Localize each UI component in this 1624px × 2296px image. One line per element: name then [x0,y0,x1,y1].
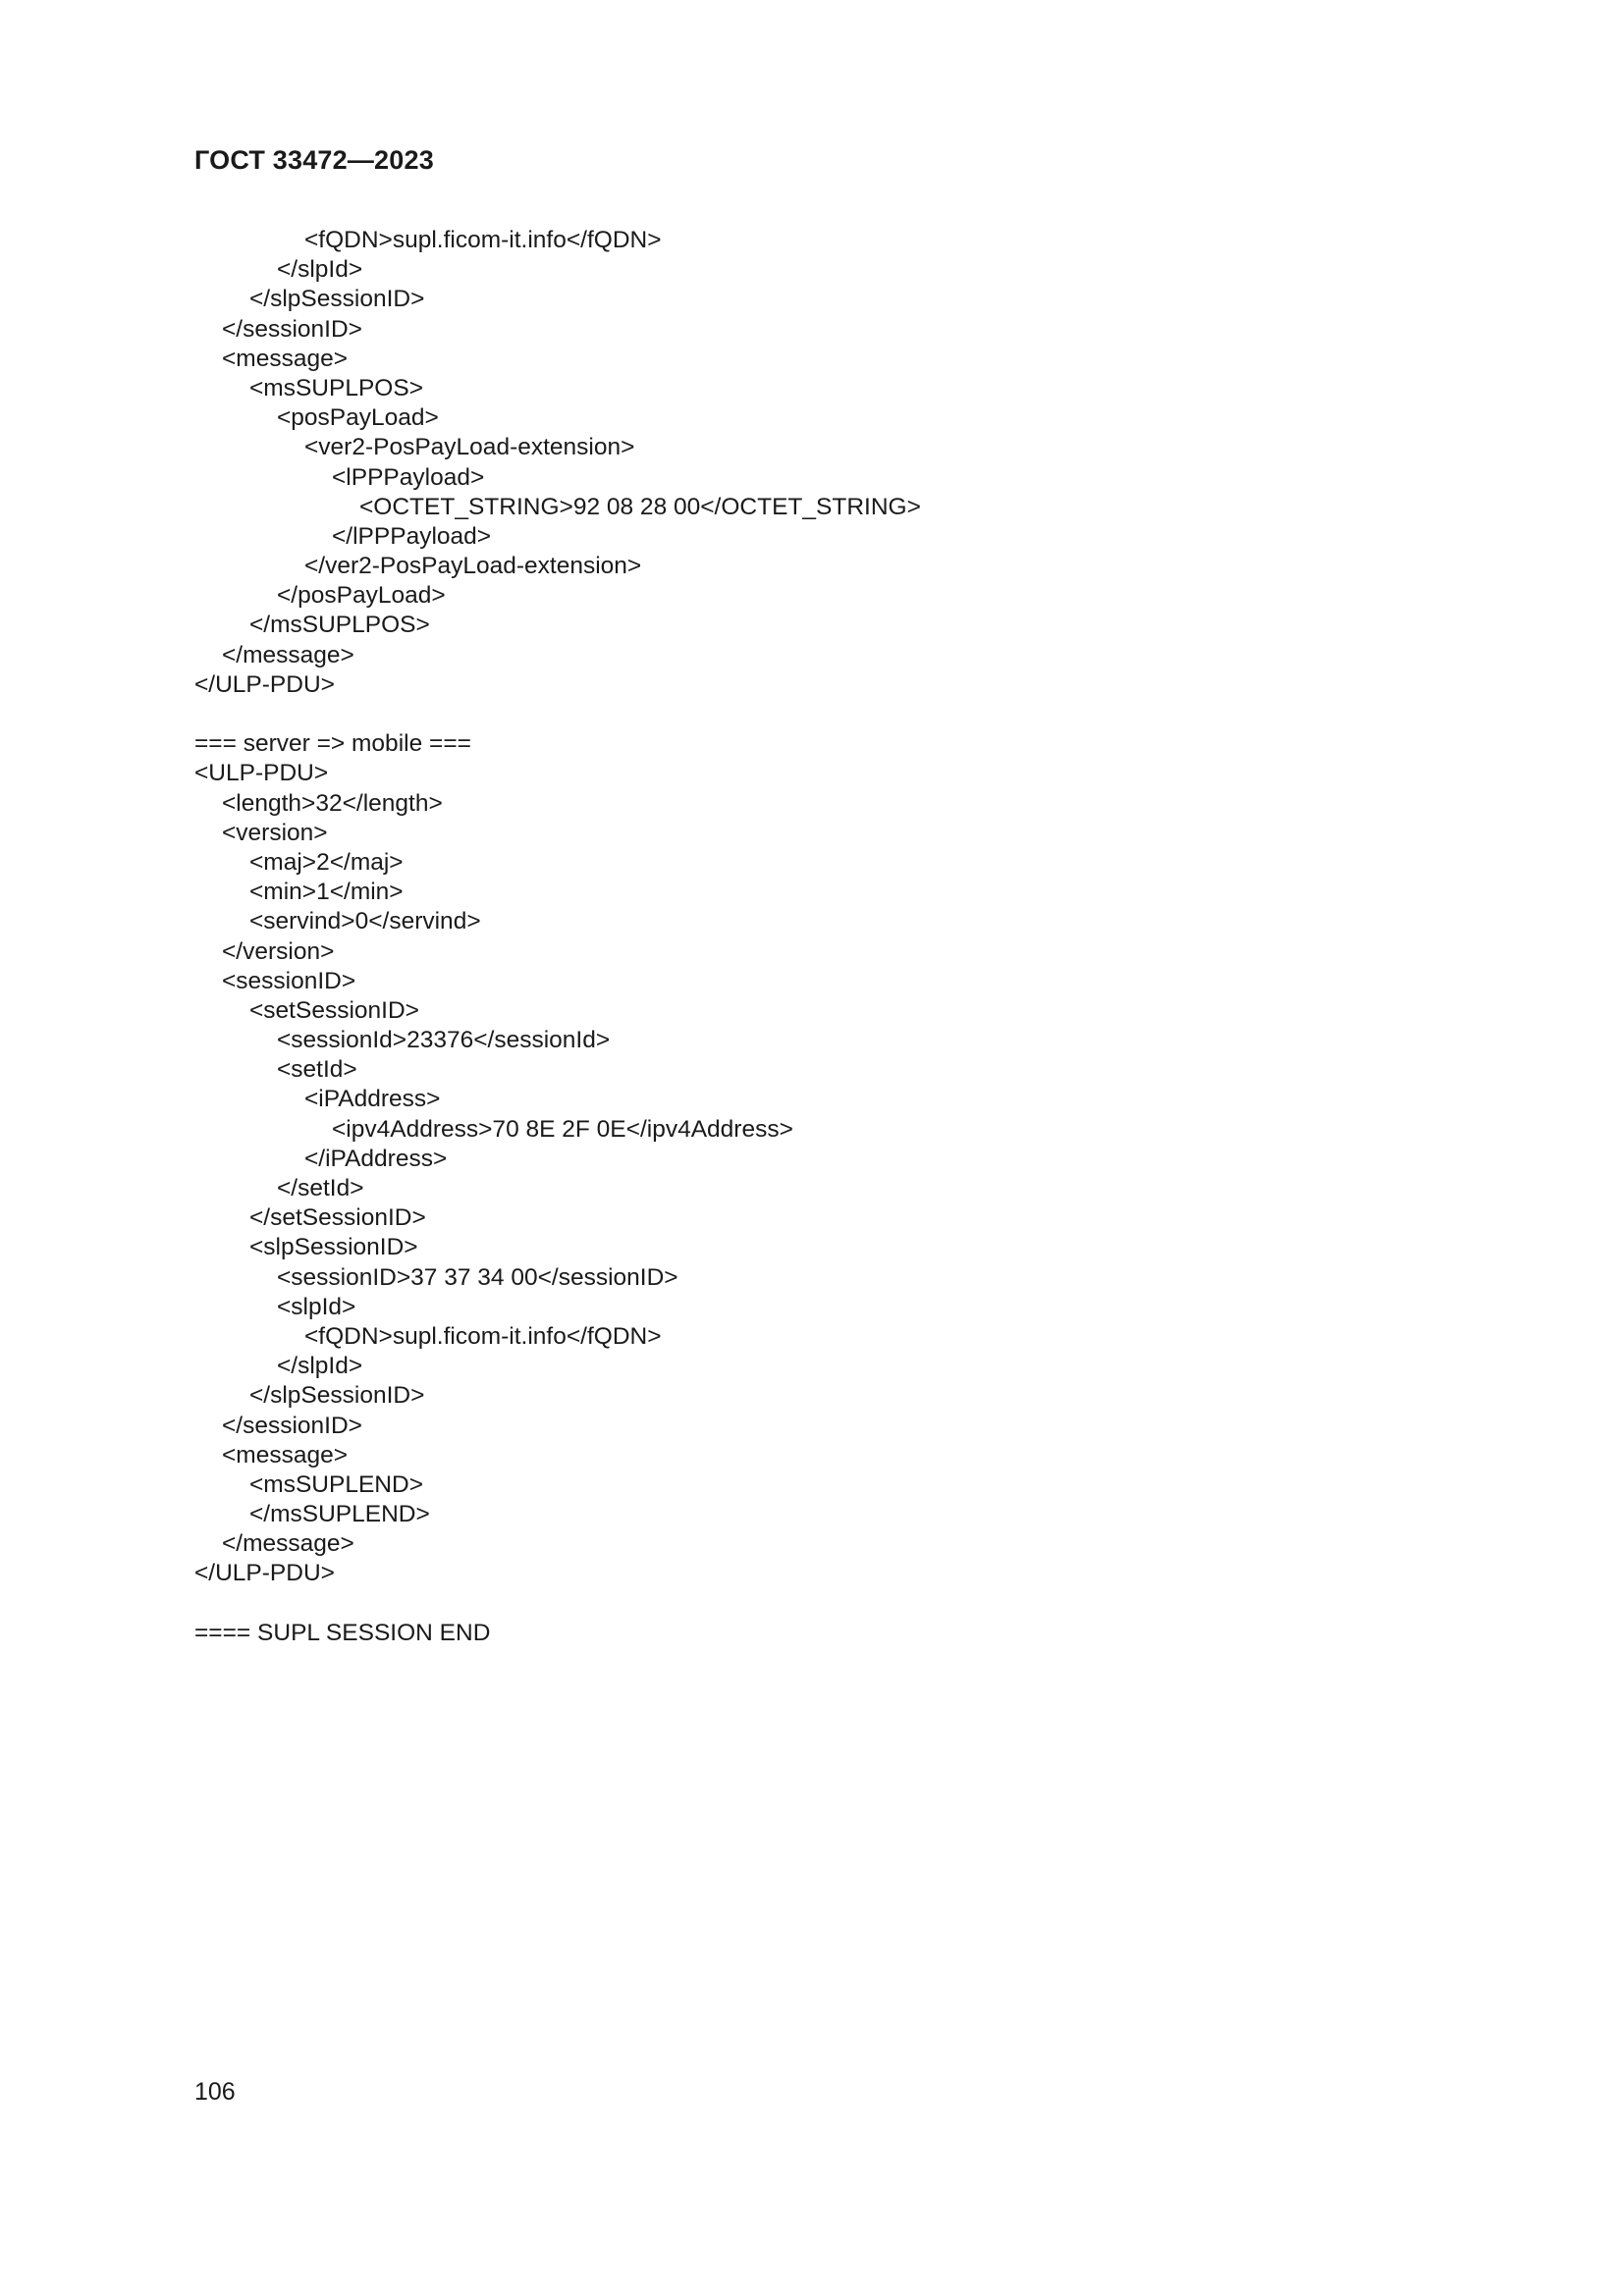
listing-line: <servind>0</servind> [249,908,481,935]
listing-line: <sessionID>37 37 34 00</sessionID> [277,1263,678,1291]
listing-line: <msSUPLEND> [249,1470,424,1498]
listing-line: <ver2-PosPayLoad-extension> [304,434,635,461]
listing-line: <fQDN>supl.ficom-it.info</fQDN> [304,227,662,253]
listing-line: </sessionID> [222,1412,362,1439]
listing-line: <slpId> [277,1293,356,1320]
listing-line: <iPAddress> [304,1086,441,1113]
listing-line: <lPPPayload> [332,463,485,491]
listing-line: </message> [222,641,354,668]
listing-line: </ULP-PDU> [194,670,335,698]
listing-line: </msSUPLEND> [249,1501,430,1528]
listing-line: </message> [222,1530,354,1558]
listing-line: </sessionID> [222,315,362,343]
listing-line: ==== SUPL SESSION END [194,1619,491,1646]
listing-line: <ULP-PDU> [194,760,329,787]
listing-line: <message> [222,345,349,372]
document-header: ГОСТ 33472—2023 [194,145,434,175]
blank-line [194,700,921,729]
listing-line: <fQDN>supl.ficom-it.info</fQDN> [304,1322,662,1350]
listing-line: </setId> [277,1175,364,1201]
listing-line: <maj>2</maj> [249,848,404,876]
listing-line: <OCTET_STRING>92 08 28 00</OCTET_STRING> [359,493,921,520]
listing-line: </msSUPLPOS> [249,612,430,639]
listing-line: <msSUPLPOS> [249,374,424,401]
listing-line: <ipv4Address>70 8E 2F 0E</ipv4Address> [332,1115,793,1143]
listing-line: </ULP-PDU> [194,1560,335,1587]
listing-line: <length>32</length> [222,789,443,817]
listing-line: </slpSessionID> [249,286,425,313]
listing-line: <sessionID> [222,967,356,994]
listing-line: </posPayLoad> [277,582,446,610]
listing-line: <setSessionID> [249,996,419,1024]
blank-line [194,1589,921,1619]
listing-line: </lPPPayload> [332,522,492,550]
listing-line: </ver2-PosPayLoad-extension> [304,553,642,580]
listing-line: <message> [222,1441,349,1468]
listing-line: <sessionId>23376</sessionId> [277,1027,611,1054]
listing-line: </version> [222,937,335,965]
listing-line: <setId> [277,1056,357,1084]
page-number: 106 [194,2078,236,2106]
listing-line: <version> [222,819,328,846]
listing-line: </slpId> [277,256,363,284]
listing-line: <posPayLoad> [277,404,439,432]
listing-line: </setSessionID> [249,1204,426,1232]
listing-line: <min>1</min> [249,879,404,906]
listing-line: </slpSessionID> [249,1382,425,1410]
listing-line: === server => mobile === [194,730,471,758]
listing-line: </slpId> [277,1353,363,1380]
listing-line: </iPAddress> [304,1145,448,1172]
listing-line: <slpSessionID> [249,1234,418,1261]
xml-listing [194,226,921,1648]
